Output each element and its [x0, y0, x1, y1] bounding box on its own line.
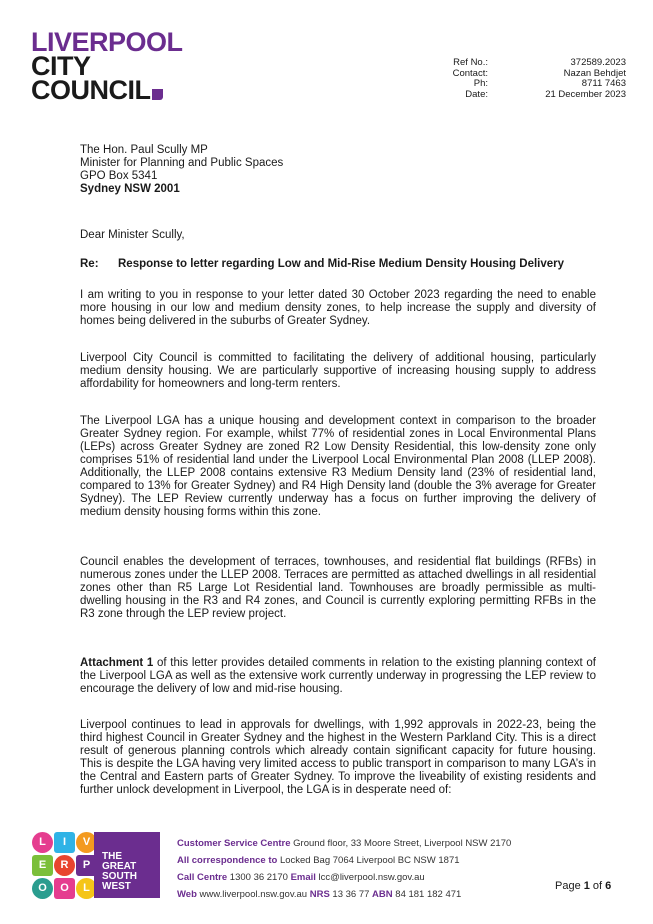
logo-tile: P [76, 855, 97, 876]
address-line: Minister for Planning and Public Spaces [80, 157, 284, 169]
logo-tile: O [32, 878, 53, 899]
page-current: 1 [583, 880, 590, 892]
ref-value: 21 December 2023 [545, 88, 626, 100]
logo-tile: O [54, 878, 75, 899]
contact-value: Locked Bag 7064 Liverpool BC NSW 1871 [277, 855, 460, 866]
contact-value: Ground floor, 33 Moore Street, Liverpool NSW 2170 [290, 838, 512, 849]
ref-value: 372589.2023 [570, 57, 626, 68]
ref-label: Date: [465, 88, 488, 100]
attachment-reference: Attachment 1 [80, 657, 154, 669]
ref-label: Ph: [473, 78, 488, 89]
address-line: The Hon. Paul Scully MP [80, 144, 208, 156]
contact-line [177, 869, 511, 886]
page-number [555, 880, 611, 892]
salutation: Dear Minister Scully, [80, 229, 185, 241]
logo-tile: E [32, 855, 53, 876]
contact-line [177, 852, 511, 869]
logo-tile: R [54, 855, 75, 876]
ref-row [440, 90, 626, 101]
subject-label: Re: [80, 258, 99, 270]
logo-line-2: CITY [31, 51, 91, 81]
body-paragraph: Council enables the development of terraces, townhouses, and residential flat buildings (RFBs) in numerous zones under the LLEP 2008. Terraces are permitted as attached dwellings in all residential zones other than R5 Large Lot Residential land. Townhouses are broadly permissible as multi-dwelling housing in the R3 and R4 zones, and Council is currently exploring permitting RFBs in the R3 zone through the LEP review project. [80, 556, 596, 620]
council-logo [31, 27, 183, 105]
address-line: GPO Box 5341 [80, 170, 158, 182]
body-paragraph: Liverpool continues to lead in approvals for dwellings, with 1,992 approvals in 2022-23, being the third highest Council in Greater Sydney and the highest in the Western Parkland City. This is a direct result of generous planning controls which already contain significant capacity for future housing. This is despite the LGA having very limited access to public transport in comparison to many LGA’s in the Central and Eastern parts of Greater Sydney. To improve the liveability of existing residents and further unlock development in Liverpool, the LGA is in desperate need of: [80, 719, 596, 796]
body-paragraph: I am writing to you in response to your letter dated 30 October 2023 regarding the need to enable more housing in our low and medium density zones, to help increase the supply and diversity of homes being delivered in the suburbs of Greater Sydney. [80, 289, 596, 327]
paragraph-text: of this letter provides detailed comments in relation to the existing planning context of the Liverpool LGA as well as the extensive work currently underway in progressing the LEP review to encourage the delivery of low and mid-rise housing. [80, 657, 596, 695]
logo-line-3-text: COUNCIL [31, 75, 151, 105]
address-line: Sydney NSW 2001 [80, 183, 180, 195]
contact-key: Call Centre [177, 872, 228, 883]
contact-key: All correspondence to [177, 855, 278, 866]
contact-value: 1300 36 2170 [227, 872, 291, 883]
contact-key: ABN [372, 889, 393, 900]
badge-line: GREAT [102, 861, 137, 872]
logo-line-3 [31, 75, 183, 105]
contact-key: Email [290, 872, 316, 883]
ref-row [440, 79, 626, 90]
logo-tile: I [54, 832, 75, 853]
great-south-west-badge [94, 832, 160, 898]
recipient-address [80, 144, 283, 196]
contact-value: 13 36 77 [329, 889, 373, 900]
page-total: 6 [605, 880, 612, 892]
contact-line [177, 886, 511, 903]
subject-text: Response to letter regarding Low and Mid-Rise Medium Density Housing Delivery [118, 258, 565, 270]
badge-line: THE [102, 851, 122, 862]
logo-line-1: LIVERPOOL [31, 27, 183, 57]
badge-line: SOUTH [102, 871, 137, 882]
logo-tile: V [76, 832, 97, 853]
reference-block [440, 58, 626, 100]
logo-tile: L [32, 832, 53, 853]
contact-key: NRS [309, 889, 330, 900]
contact-key: Customer Service Centre [177, 838, 291, 849]
website-link[interactable]: www.liverpool.nsw.gov.au [196, 889, 310, 900]
contact-key: Web [177, 889, 197, 900]
contact-line [177, 835, 511, 852]
logo-dot-icon [152, 89, 163, 100]
ref-label: Ref No.: [453, 57, 488, 68]
subject-line [80, 258, 564, 270]
contact-value: 84 181 182 471 [392, 889, 462, 900]
ref-row [440, 58, 626, 69]
badge-line: WEST [102, 881, 131, 892]
ref-label: Contact: [452, 67, 488, 79]
ref-value: Nazan Behdjet [563, 67, 626, 79]
footer-contact-details [177, 835, 511, 903]
page-prefix: Page [555, 880, 584, 892]
body-paragraph: The Liverpool LGA has a unique housing and development context in comparison to the broader Greater Sydney region. For example, whilst 77% of residential zones in Local Environmental Plans (LEPs) across Greater Sydney are zoned R2 Low Density Residential, this low-density zone only comprises 51% of residential land under the Liverpool Local Environmental Plan 2008 (LLEP 2008). Additionally, the LLEP 2008 contains extensive R3 Medium Density land (23% of residential land, compared to 13% for Greater Sydney) and R4 High Density land (double the 3% average for Greater Sydney). The LEP Review currently underway has a focus on further improving the delivery of medium density housing forms within this zone. [80, 415, 596, 518]
body-paragraph: Liverpool City Council is committed to facilitating the delivery of additional housing, particularly medium density housing. We are particularly supportive of increasing housing supply to address affordability for homeowners and long-term renters. [80, 352, 596, 390]
email-link[interactable]: lcc@liverpool.nsw.gov.au [315, 872, 425, 883]
page-separator: of [589, 880, 606, 892]
ref-value: 8711 7463 [581, 78, 626, 89]
liverpool-tiles-logo [32, 832, 172, 902]
body-paragraph [80, 657, 596, 696]
logo-tile: L [76, 878, 97, 899]
